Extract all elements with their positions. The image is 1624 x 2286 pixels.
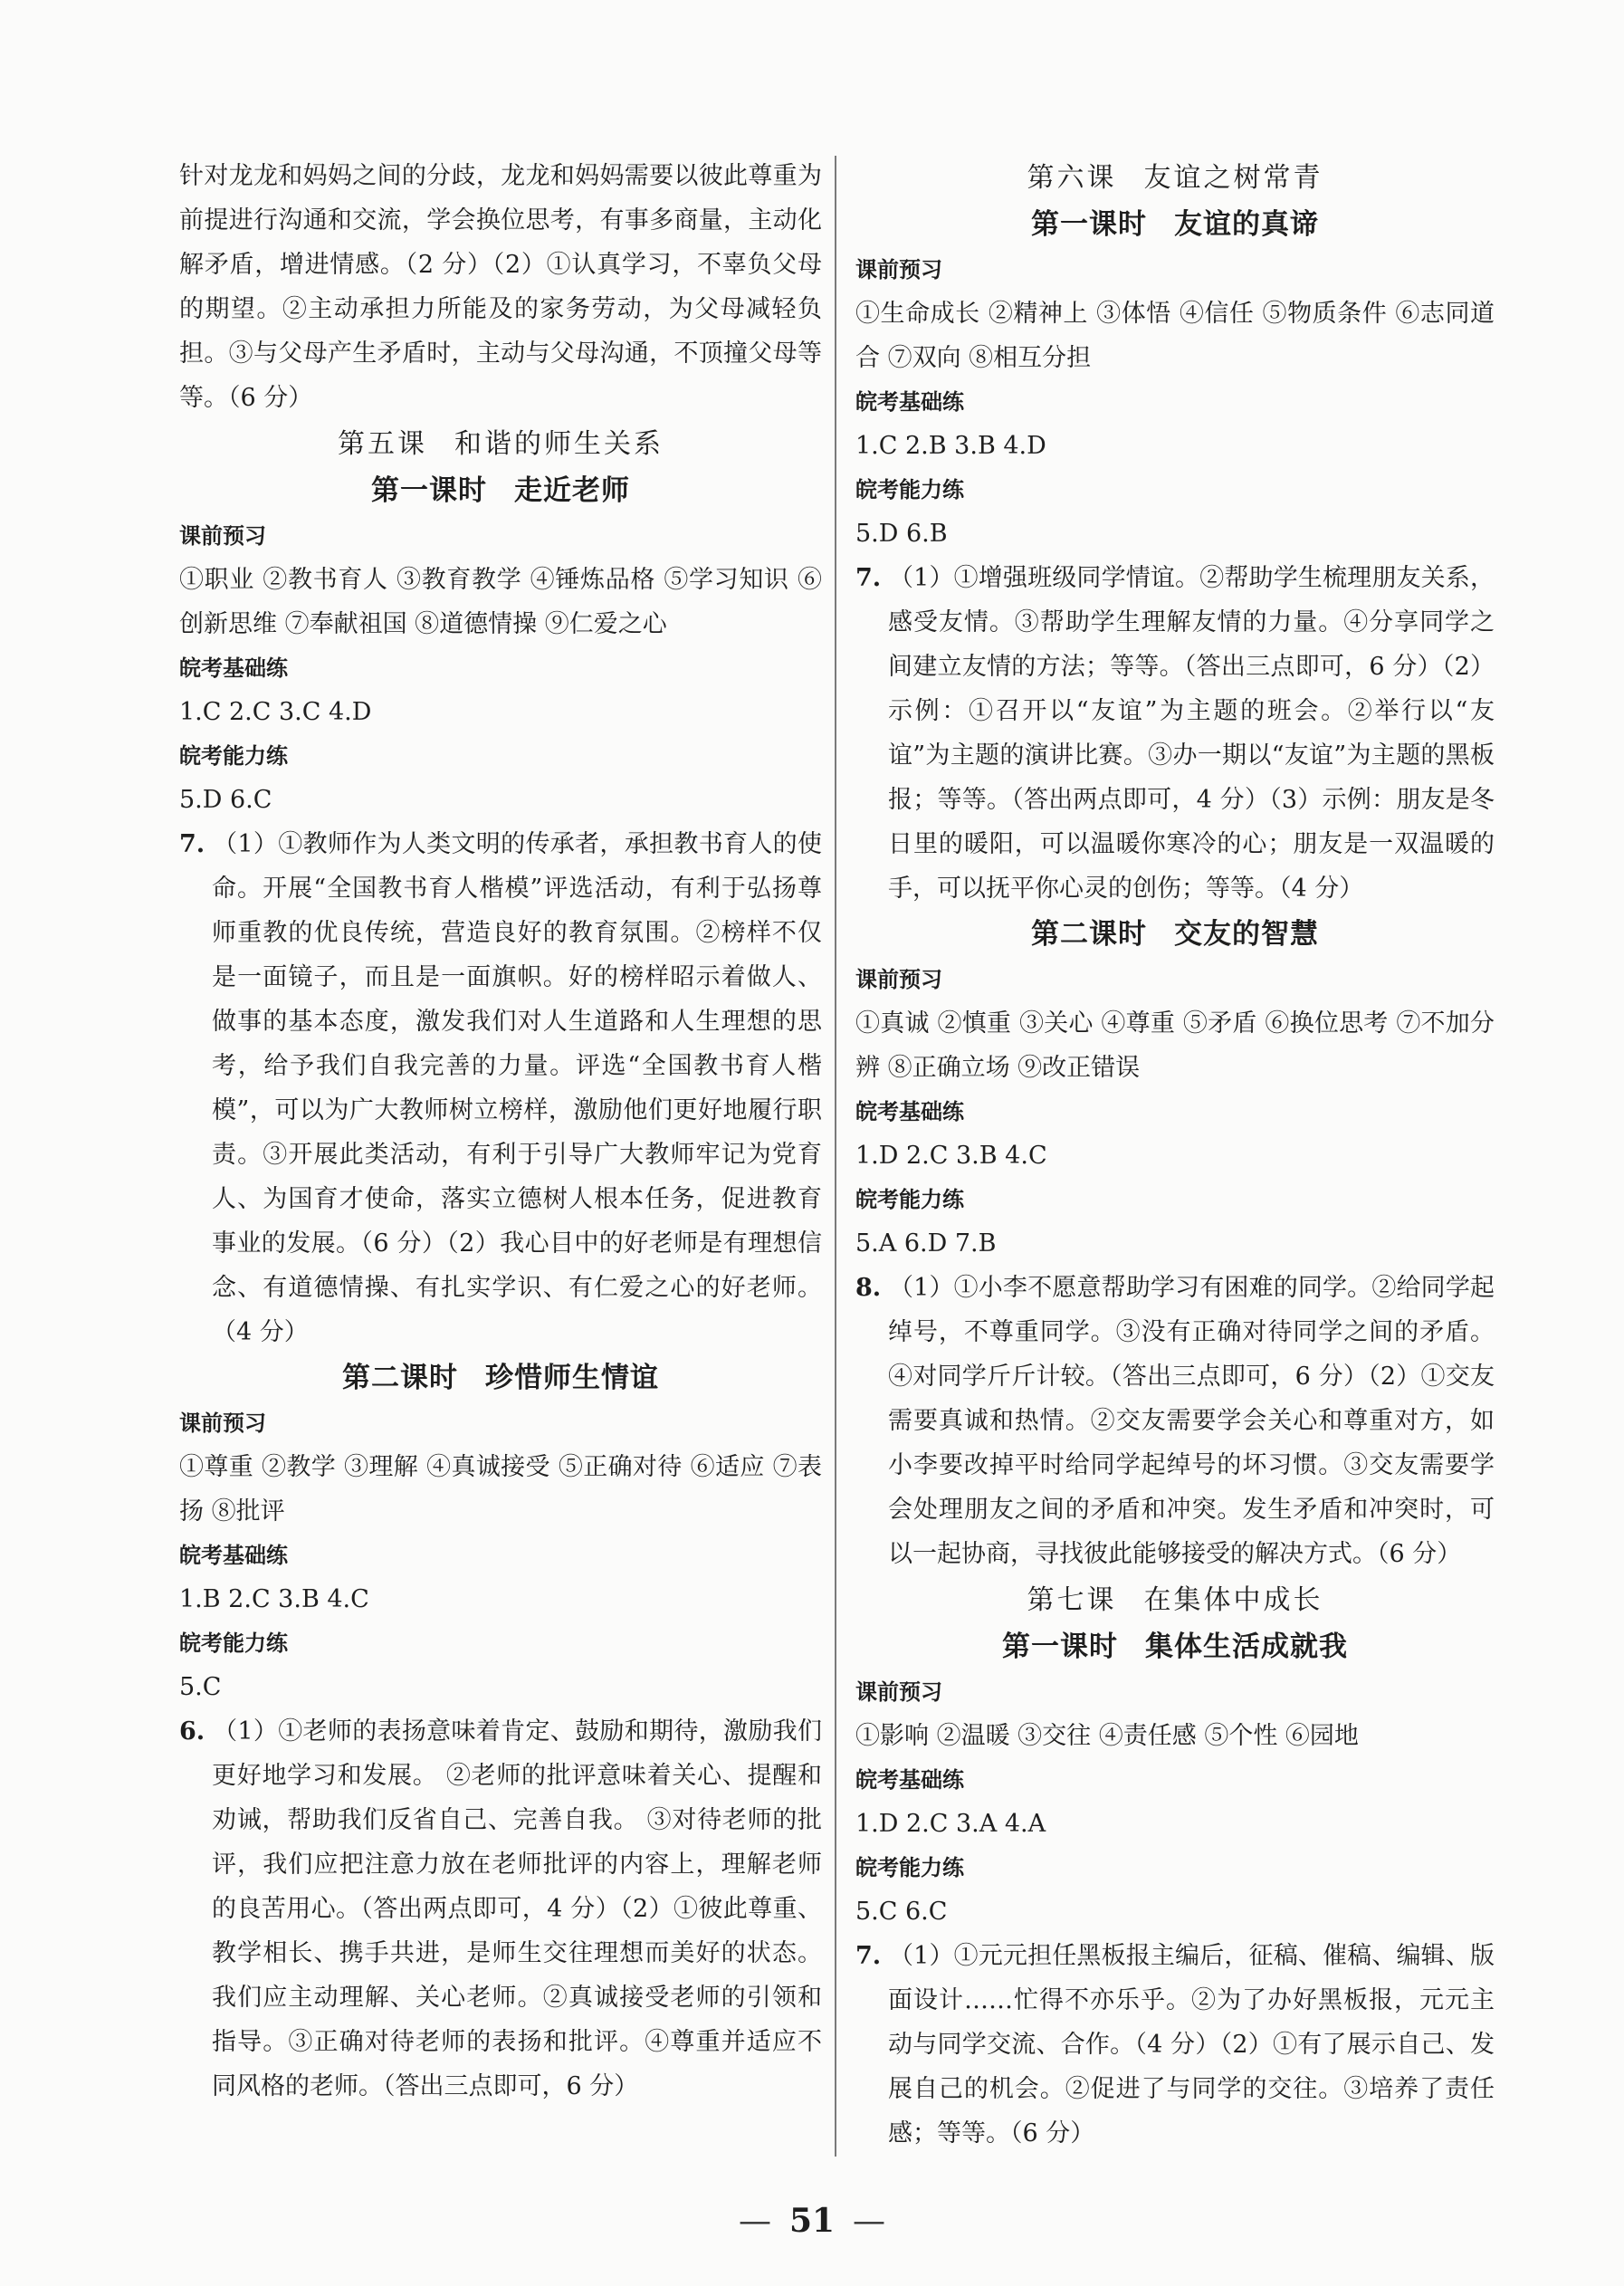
preview-answers: ①生命成长 ②精神上 ③体悟 ④信任 ⑤物质条件 ⑥志同道合 ⑦双向 ⑧相互分担 xyxy=(855,300,1495,372)
period-title xyxy=(855,1623,1495,1670)
ability-answers: 5.D 6.B xyxy=(855,520,948,548)
lesson-name: 友谊之树常青 xyxy=(1143,162,1323,194)
question-answer xyxy=(855,556,1495,911)
period-title xyxy=(179,1354,822,1401)
period-number: 第一课时 xyxy=(1031,208,1147,241)
lesson-name: 在集体中成长 xyxy=(1143,1584,1323,1616)
period-number: 第一课时 xyxy=(371,474,487,507)
question-answer xyxy=(179,822,822,1354)
period-name: 集体生活成就我 xyxy=(1145,1631,1348,1663)
question-answer-text: （1）①增强班级同学情谊。②帮助学生梳理朋友关系，感受友情。③帮助学生理解友情的力量。④分享同学之间建立友情的方法；等等。（答出三点即可，6 分）（2）示例：①召开以“友谊”为主题的班会。②举行以“友谊”为主题的演讲比赛。③办一期以“友谊”为主题的黑板报；等等。（答出两点即可，4 分）（3）示例：朋友是冬日里的暖阳，可以温暖你寒冷的心；朋友是一双温暖的手，可以抚平你心灵的创伤；等等。（4 分） xyxy=(888,564,1495,903)
preview-answers: ①职业 ②教书育人 ③教育教学 ④锤炼品格 ⑤学习知识 ⑥创新思维 ⑦奉献祖国 ⑧道德情操 ⑨仁爱之心 xyxy=(179,566,822,638)
question-answer-text: （1）①老师的表扬意味着肯定、鼓励和期待，激励我们更好地学习和发展。 ②老师的批评意味着关心、提醒和劝诫，帮助我们反省自己、完善自我。 ③对待老师的批评，我们应把注意力放在老师批评的内容上，理解老师的良苦用心。（答出两点即可，4 分）（2）①彼此尊重、教学相长、携手共进，是师生交往理想而美好的状态。我们应主动理解、关心老师。②真诚接受老师的引领和指导。③正确对待老师的表扬和批评。④尊重并适应不同风格的老师。（答出三点即可，6 分） xyxy=(212,1717,822,2100)
question-answer xyxy=(855,1934,1495,2156)
ability-answers: 5.C xyxy=(179,1673,222,1701)
preview-answers: ①真诚 ②慎重 ③关心 ④尊重 ⑤矛盾 ⑥换位思考 ⑦不加分辨 ⑧正确立场 ⑨改正错误 xyxy=(855,1009,1495,1082)
period-title xyxy=(179,467,822,514)
period-name: 走近老师 xyxy=(514,474,630,507)
column-divider xyxy=(835,156,836,2157)
section-label-ability: 皖考能力练 xyxy=(179,743,288,769)
right-column xyxy=(855,154,1495,2156)
question-answer-text: （1）①元元担任黑板报主编后，征稿、催稿、编辑、版面设计……忙得不亦乐乎。②为了办好黑板报，元元主动与同学交流、合作。（4 分）（2）①有了展示自己、发展自己的机会。②促进了与同学的交往。③培养了责任感；等等。（6 分） xyxy=(888,1942,1495,2147)
lesson-name: 和谐的师生关系 xyxy=(454,428,664,460)
period-number: 第一课时 xyxy=(1002,1631,1118,1663)
period-title xyxy=(855,201,1495,248)
lesson-title xyxy=(855,1578,1495,1623)
period-name: 友谊的真谛 xyxy=(1174,208,1319,241)
period-number: 第二课时 xyxy=(342,1362,458,1394)
question-number: 7. xyxy=(179,830,205,858)
basic-answers: 1.D 2.C 3.B 4.C xyxy=(855,1142,1047,1170)
preview-answers: ①影响 ②温暖 ③交往 ④责任感 ⑤个性 ⑥园地 xyxy=(855,1722,1359,1750)
lesson-title xyxy=(855,156,1495,201)
section-label-preview: 课前预习 xyxy=(855,257,942,282)
question-answer xyxy=(855,1266,1495,1576)
period-name: 珍惜师生情谊 xyxy=(485,1362,659,1394)
continued-answer: 针对龙龙和妈妈之间的分歧，龙龙和妈妈需要以彼此尊重为前提进行沟通和交流，学会换位思考，有事多商量，主动化解矛盾，增进情感。（2 分）（2）①认真学习，不辜负父母的期望。②主动承担力所能及的家务劳动，为父母减轻负担。③与父母产生矛盾时，主动与父母沟通，不顶撞父母等等。（6 分） xyxy=(179,162,822,412)
ability-answers: 5.A 6.D 7.B xyxy=(855,1229,997,1258)
section-label-preview: 课前预习 xyxy=(855,967,942,992)
left-column xyxy=(179,154,822,2109)
question-answer-text: （1）①小李不愿意帮助学习有困难的同学。②给同学起绰号，不尊重同学。③没有正确对待同学之间的矛盾。④对同学斤斤计较。（答出三点即可，6 分）（2）①交友需要真诚和热情。②交友需要学会关心和尊重对方，如小李要改掉平时给同学起绰号的坏习惯。③交友需要学会处理朋友之间的矛盾和冲突。发生矛盾和冲突时，可以一起协商，寻找彼此能够接受的解决方式。（6 分） xyxy=(888,1274,1495,1568)
ability-answers: 5.C 6.C xyxy=(855,1898,948,1926)
lesson-number: 第六课 xyxy=(1027,162,1117,194)
section-label-ability: 皖考能力练 xyxy=(855,1187,964,1212)
section-label-basic: 皖考基础练 xyxy=(855,389,964,415)
section-label-basic: 皖考基础练 xyxy=(855,1099,964,1124)
section-label-basic: 皖考基础练 xyxy=(179,655,288,681)
page-number-value: 51 xyxy=(788,2202,836,2240)
section-label-ability: 皖考能力练 xyxy=(179,1631,288,1656)
period-name: 交友的智慧 xyxy=(1174,918,1319,951)
question-number: 6. xyxy=(179,1717,205,1746)
preview-answers: ①尊重 ②教学 ③理解 ④真诚接受 ⑤正确对待 ⑥适应 ⑦表扬 ⑧批评 xyxy=(179,1453,822,1526)
question-answer xyxy=(179,1709,822,2109)
page-number: — 51 — xyxy=(738,2202,886,2240)
basic-answers: 1.B 2.C 3.B 4.C xyxy=(179,1585,369,1613)
question-number: 8. xyxy=(855,1274,882,1302)
period-title xyxy=(855,911,1495,958)
question-number: 7. xyxy=(855,564,882,592)
lesson-title xyxy=(179,422,822,467)
section-label-basic: 皖考基础练 xyxy=(179,1543,288,1568)
section-label-ability: 皖考能力练 xyxy=(855,477,964,502)
lesson-number: 第五课 xyxy=(338,428,427,460)
question-number: 7. xyxy=(855,1942,882,1970)
lesson-number: 第七课 xyxy=(1027,1584,1117,1616)
ability-answers: 5.D 6.C xyxy=(179,786,272,814)
basic-answers: 1.D 2.C 3.A 4.A xyxy=(855,1810,1046,1838)
section-label-ability: 皖考能力练 xyxy=(855,1855,964,1880)
basic-answers: 1.C 2.B 3.B 4.D xyxy=(855,432,1046,460)
section-label-preview: 课前预习 xyxy=(179,1411,266,1436)
period-number: 第二课时 xyxy=(1031,918,1147,951)
question-answer-text: （1）①教师作为人类文明的传承者，承担教书育人的使命。开展“全国教书育人楷模”评选活动，有利于弘扬尊师重教的优良传统，营造良好的教育氛围。②榜样不仅是一面镜子，而且是一面旗帜。好的榜样昭示着做人、做事的基本态度，激发我们对人生道路和人生理想的思考，给予我们自我完善的力量。评选“全国教书育人楷模”，可以为广大教师树立榜样，激励他们更好地履行职责。③开展此类活动，有利于引导广大教师牢记为党育人、为国育才使命，落实立德树人根本任务，促进教育事业的发展。（6 分）（2）我心目中的好老师是有理想信念、有道德情操、有扎实学识、有仁爱之心的好老师。（4 分） xyxy=(212,830,822,1346)
section-label-preview: 课前预习 xyxy=(855,1679,942,1705)
basic-answers: 1.C 2.C 3.C 4.D xyxy=(179,698,372,726)
section-label-basic: 皖考基础练 xyxy=(855,1767,964,1793)
section-label-preview: 课前预习 xyxy=(179,523,266,549)
